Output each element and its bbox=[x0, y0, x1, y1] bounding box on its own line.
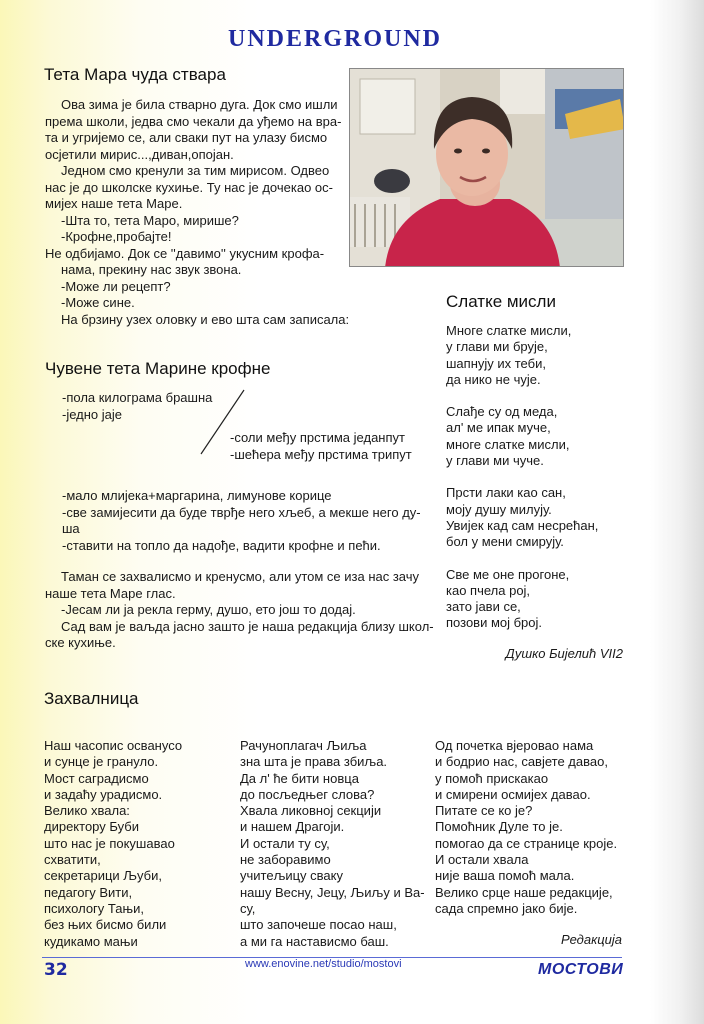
article-line: Једном смо кренули за тим мирисом. Одвео bbox=[61, 163, 330, 178]
portrait-image bbox=[350, 69, 624, 267]
magazine-name: МОСТОВИ bbox=[538, 961, 624, 978]
ingredient-item: -пола килограма брашна bbox=[62, 390, 213, 405]
thanks-column-2 bbox=[240, 738, 425, 950]
thanks-line: Наш часопис осванусо bbox=[44, 738, 183, 753]
poem-line: многе слатке мисли, bbox=[446, 436, 570, 452]
recipe-closing-text bbox=[45, 569, 445, 652]
thanks-line: су, bbox=[240, 900, 256, 916]
article-line: Ова зима је била стварно дуга. Док смо ишли bbox=[61, 97, 338, 112]
thanks-line: кудикамо мањи bbox=[44, 933, 138, 949]
thanks-line: И остали ту су, bbox=[240, 835, 330, 851]
poem-line: Многе слатке мисли, bbox=[446, 323, 572, 338]
article-line: нама, прекину нас звук звона. bbox=[61, 262, 242, 277]
recipe-step: -ставити на топло да надође, вадити крофне и пећи. bbox=[62, 537, 381, 553]
closing-line: наше тета Маре глас. bbox=[45, 585, 176, 601]
thanks-line: до посљедњег слова? bbox=[240, 786, 375, 802]
closing-line: ске кухиње. bbox=[45, 635, 116, 650]
thanks-column-3 bbox=[435, 738, 617, 917]
page-number: 32 bbox=[44, 960, 68, 980]
article-line: нас је до школске кухиње. Ту нас је дочекао ос- bbox=[45, 179, 333, 195]
thanks-line: педагогу Вити, bbox=[44, 884, 133, 900]
thanks-line: а ми га настависмо баш. bbox=[240, 933, 389, 949]
thanks-line: нашу Весну, Јецу, Љиљу и Ва- bbox=[240, 884, 425, 900]
thanks-line: Хвала ликовној секцији bbox=[240, 803, 382, 819]
recipe-steps bbox=[62, 488, 442, 554]
poem-line: у глави ми чуче. bbox=[446, 453, 544, 469]
thanks-line: што започеше посао наш, bbox=[240, 917, 397, 933]
thanks-title: Захвалница bbox=[44, 689, 139, 708]
thanks-line: схватити, bbox=[44, 852, 101, 868]
recipe-step: -мало млијека+маргарина, лимунове корице bbox=[62, 488, 332, 503]
thanks-line: директору Буби bbox=[44, 819, 139, 835]
poem-line: зато јави се, bbox=[446, 599, 521, 615]
poem-stanza bbox=[446, 567, 598, 632]
article-title: Тета Мара чуда ствара bbox=[44, 65, 226, 84]
poem-line: шапнују их теби, bbox=[446, 355, 546, 371]
recipe-ingredients-right bbox=[230, 430, 412, 463]
poem-line: у глави ми брује, bbox=[446, 339, 548, 355]
thanks-line: зна шта је права збиља. bbox=[240, 754, 388, 770]
thanks-line: учитељицу сваку bbox=[240, 868, 343, 884]
poem-stanza bbox=[446, 485, 598, 550]
thanks-line: Помоћник Дуле то је. bbox=[435, 819, 563, 835]
closing-line: -Јесам ли ја рекла герму, душо, ето још то додај. bbox=[61, 602, 356, 617]
thanks-line: сада спремно јако бије. bbox=[435, 900, 578, 916]
thanks-line: Од почетка вјеровао нама bbox=[435, 738, 594, 753]
article-line: осјетили мирис...,диван,опојан. bbox=[45, 146, 234, 162]
thanks-line: Рачуноплагач Љиља bbox=[240, 738, 367, 753]
article-body bbox=[45, 97, 350, 328]
article-line: мијех наше тета Маре. bbox=[45, 196, 183, 211]
poem-stanza bbox=[446, 404, 598, 469]
thanks-line: и бодрио нас, савјете давао, bbox=[435, 754, 608, 770]
poem-line: ал' ме ипак муче, bbox=[446, 420, 551, 436]
thanks-line: и задаћу урадисмо. bbox=[44, 786, 163, 802]
ingredient-item: -шећера међу прстима трипут bbox=[230, 446, 412, 462]
poem-line: Увијек кад сам несрећан, bbox=[446, 517, 599, 533]
poem-line: Све ме оне прогоне, bbox=[446, 566, 570, 582]
thanks-column-1 bbox=[44, 738, 182, 950]
magazine-section-title: UNDERGROUND bbox=[228, 26, 442, 52]
poem-line: Прсти лаки као сан, bbox=[446, 485, 566, 501]
poem-line: моју душу милују. bbox=[446, 501, 552, 517]
article-line: та и угријемо се, али сваки пут на улазу бисмо bbox=[45, 130, 328, 145]
article-line: -Може ли рецепт? bbox=[61, 278, 171, 294]
thanks-line: и сунце је грануло. bbox=[44, 754, 159, 770]
thanks-line: И остали хвала bbox=[435, 852, 529, 868]
closing-line: Таман се захвалисмо и кренусмо, али утом се иза нас зачу bbox=[61, 569, 420, 584]
article-line: Не одбијамо. Док се ''давимо'' укусним крофа- bbox=[45, 245, 325, 261]
article-line: -Крофне,пробајте! bbox=[61, 229, 172, 244]
thanks-line: није ваша помоћ мала. bbox=[435, 868, 575, 884]
closing-line: Сад вам је ваљда јасно зашто је наша редакција близу школ- bbox=[61, 618, 434, 634]
poem-body bbox=[446, 323, 598, 648]
recipe-ingredients-left bbox=[62, 390, 212, 423]
poem-line: да нико не чује. bbox=[446, 371, 541, 387]
thanks-line: Питате се ко је? bbox=[435, 803, 533, 819]
footer-url[interactable]: www.enovine.net/studio/mostovi bbox=[245, 958, 402, 970]
thanks-line: и смирени осмијех давао. bbox=[435, 786, 591, 802]
thanks-line: Велико срце наше редакције, bbox=[435, 884, 613, 900]
thanks-line: Мост саградисмо bbox=[44, 770, 149, 786]
thanks-line: без њих бисмо били bbox=[44, 917, 167, 933]
thanks-line: Да л' ће бити новца bbox=[240, 770, 359, 786]
poem-line: бол у мени смирују. bbox=[446, 534, 564, 550]
recipe-step: ша bbox=[62, 521, 80, 536]
thanks-line: секретарици Љуби, bbox=[44, 868, 163, 884]
thanks-line: у помоћ прискакао bbox=[435, 770, 549, 786]
thanks-line: Велико хвала: bbox=[44, 803, 130, 819]
thanks-line: не заборавимо bbox=[240, 852, 331, 868]
cook-photo bbox=[349, 68, 624, 267]
poem-line: Слађе су од меда, bbox=[446, 404, 558, 420]
ingredient-item: -соли међу прстима једанпут bbox=[230, 430, 405, 445]
recipe-title: Чувене тета Марине крофне bbox=[45, 359, 271, 378]
ingredient-item: -једно јаје bbox=[62, 406, 123, 422]
thanks-signature: Редакција bbox=[561, 932, 622, 947]
thanks-line: помогао да се странице кроје. bbox=[435, 835, 618, 851]
thanks-line: што нас је покушавао bbox=[44, 835, 175, 851]
article-line: -Шта то, тета Маро, мирише? bbox=[61, 212, 239, 228]
poem-stanza bbox=[446, 323, 598, 388]
article-line: -Може сине. bbox=[61, 295, 135, 310]
article-line: према школи, једва смо чекали да уђемо на вра- bbox=[45, 113, 342, 129]
thanks-line: психологу Тањи, bbox=[44, 900, 144, 916]
thanks-line: и нашем Драгоји. bbox=[240, 819, 345, 835]
poem-title: Слатке мисли bbox=[446, 292, 556, 311]
article-line: На брзину узех оловку и ево шта сам записала: bbox=[61, 311, 350, 327]
poem-line: као пчела рој, bbox=[446, 582, 531, 598]
recipe-step: -све замијесити да буде тврђе него хљеб, а мекше него ду- bbox=[62, 504, 421, 520]
poem-author: Душко Бијелић VII2 bbox=[505, 646, 623, 661]
poem-line: позови мој број. bbox=[446, 615, 543, 631]
